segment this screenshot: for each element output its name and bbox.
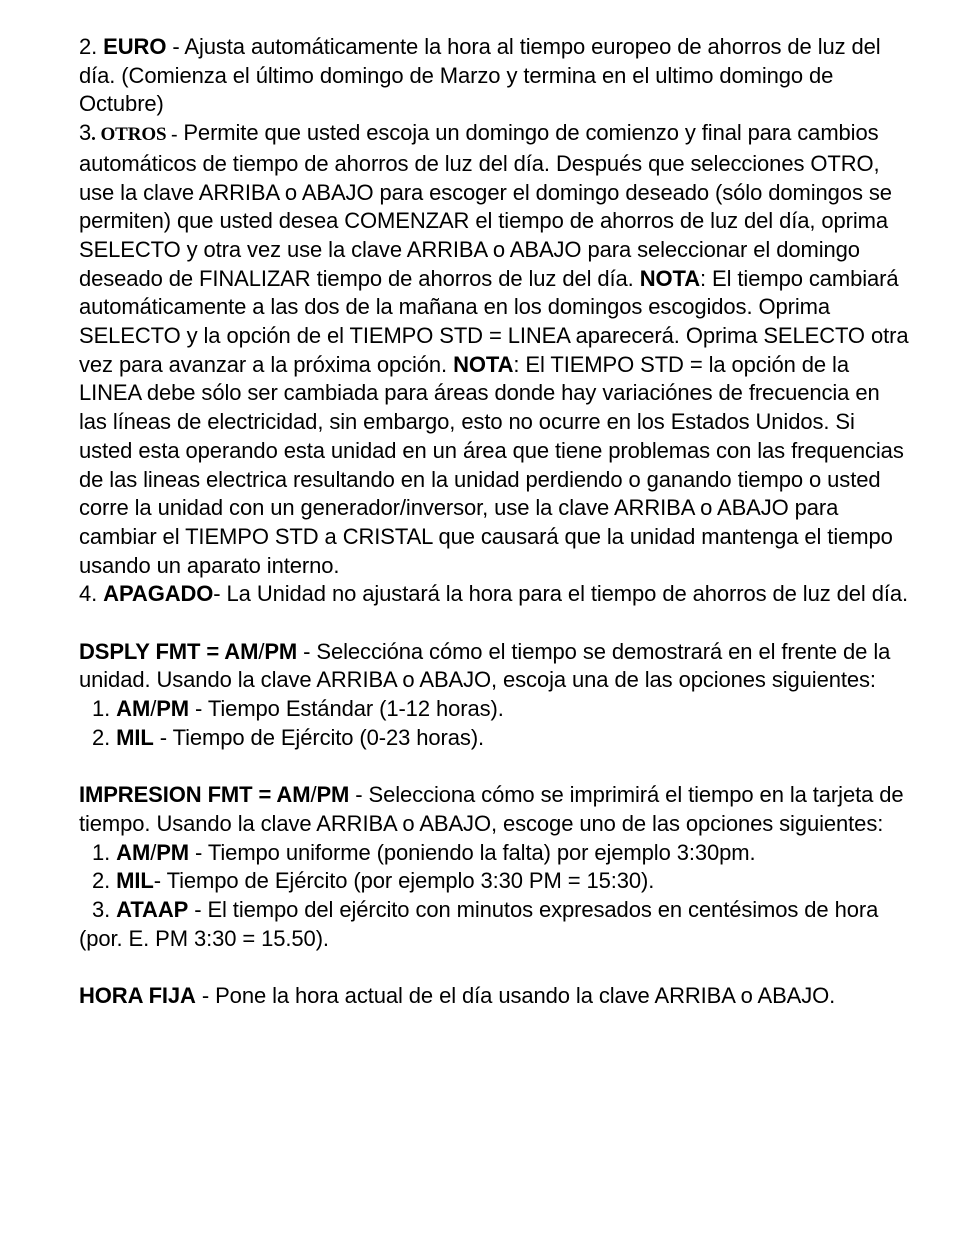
dsply-item-1-number: 1. bbox=[92, 696, 117, 722]
impresion-item-1-text: - Tiempo uniforme (poniendo la falta) por ejemplo 3:30pm. bbox=[189, 839, 756, 865]
impresion-item-2 bbox=[79, 867, 909, 896]
otros-text-1: Permite que usted escoja un domingo de comienzo y final para cambios automáticos de tiempo de ahorros de luz del día. Después que selecciones OTRO, use la clave ARRIBA o ABAJO para escoger el domingo deseado (sólo domingos se permiten) que usted desea COMENZAR el tiempo de ahorros de luz del día, oprima SELECTO y otra vez use la clave ARRIBA o ABAJO para seleccionar el domingo deseado de FINALIZAR tiempo de ahorros de luz del día. bbox=[79, 120, 892, 291]
dsply-term: DSPLY FMT = AM bbox=[79, 638, 259, 664]
dsply-item-1-slash: / bbox=[150, 696, 157, 722]
otros-nota-1-label: NOTA bbox=[639, 265, 701, 291]
euro-option bbox=[79, 33, 909, 119]
dsply-item-2 bbox=[79, 724, 909, 753]
impresion-item-2-term: MIL bbox=[116, 868, 154, 894]
euro-text: - Ajusta automáticamente la hora al tiempo europeo de ahorros de luz del día. (Comienza el último domingo de Marzo y termina en el ultimo domingo de Octubre) bbox=[79, 34, 881, 117]
dsply-item-2-term: MIL bbox=[116, 724, 154, 750]
dsply-item-2-text: - Tiempo de Ejército (0-23 horas). bbox=[153, 724, 485, 750]
manual-page bbox=[79, 33, 909, 1011]
spacer bbox=[79, 953, 909, 982]
otros-option bbox=[79, 119, 909, 580]
dsply-item-1-text: - Tiempo Estándar (1-12 horas). bbox=[189, 696, 504, 722]
spacer bbox=[79, 753, 909, 782]
apagado-text: - La Unidad no ajustará la hora para el tiempo de ahorros de luz del día. bbox=[213, 581, 908, 607]
impresion-item-3-text: - El tiempo del ejército con minutos expresados en centésimos de hora (por. E. PM 3:30 = 15.50). bbox=[79, 897, 879, 951]
impresion-term-2: PM bbox=[316, 782, 350, 808]
impresion-slash: / bbox=[310, 782, 317, 808]
otros-text-2: : El tiempo cambiará automáticamente a las dos de la mañana en los domingos escogidos. Oprima SELECTO y la opción de el TIEMPO STD = LINEA aparecerá. Oprima SELECTO otra vez para avanzar a la próxima opción. bbox=[79, 265, 909, 377]
dsply-slash: / bbox=[258, 638, 265, 664]
otros-nota-2-label: NOTA bbox=[453, 351, 514, 377]
impresion-item-2-number: 2. bbox=[92, 868, 117, 894]
impresion-item-1-number: 1. bbox=[92, 839, 117, 865]
dsply-item-1-term: AM bbox=[116, 696, 151, 722]
impresion-item-1-term: AM bbox=[116, 839, 151, 865]
otros-term: . OTROS - bbox=[91, 124, 178, 146]
euro-term: EURO bbox=[103, 34, 167, 59]
impresion-item-2-text: - Tiempo de Ejército (por ejemplo 3:30 PM = 15:30). bbox=[153, 868, 655, 894]
dsply-item-1 bbox=[79, 695, 909, 724]
impresion-item-3-term: ATAAP bbox=[116, 897, 189, 923]
hora-fija-term: HORA FIJA bbox=[79, 983, 196, 1009]
euro-number: 2. bbox=[79, 34, 104, 59]
impresion-text: - Selecciona cómo se imprimirá el tiempo en la tarjeta de tiempo. Usando la clave ARRIBA o ABAJO, escoge uno de las opciones siguientes: bbox=[79, 782, 904, 836]
impresion-item-1-slash: / bbox=[150, 839, 157, 865]
apagado-term: APAGADO bbox=[103, 581, 214, 607]
apagado-number: 4. bbox=[79, 581, 104, 607]
impresion-item-3 bbox=[79, 896, 909, 953]
hora-fija-text: - Pone la hora actual de el día usando la clave ARRIBA o ABAJO. bbox=[195, 983, 836, 1009]
otros-number: 3 bbox=[79, 120, 92, 146]
dsply-item-1-term-2: PM bbox=[156, 696, 190, 722]
impresion-item-1 bbox=[79, 839, 909, 868]
impresion-item-1-term-2: PM bbox=[156, 839, 190, 865]
apagado-option bbox=[79, 580, 909, 609]
impresion-section bbox=[79, 781, 909, 838]
hora-fija-section bbox=[79, 982, 909, 1011]
dsply-section bbox=[79, 638, 909, 695]
impresion-item-3-number: 3. bbox=[92, 897, 117, 923]
impresion-term: IMPRESION FMT = AM bbox=[79, 782, 311, 808]
otros-text-3: : El TIEMPO STD = la opción de la LINEA debe sólo ser cambiada para áreas donde hay variaciónes de frecuencia en las líneas de electricidad, sin embargo, esto no ocurre en los Estados Unidos. Si usted esta operando esta unidad en un área que tiene problemas con las frequencias de las lineas electrica resultando en la unidad perdiendo o ganando tiempo o usted corre la unidad con un generador/inversor, use la clave ARRIBA o ABAJO para cambiar el TIEMPO STD a CRISTAL que causará que la unidad mantenga el tiempo usando un aparato interno. bbox=[79, 351, 904, 578]
dsply-term-2: PM bbox=[264, 638, 298, 664]
dsply-item-2-number: 2. bbox=[92, 724, 117, 750]
dsply-text: - Selecciónа cómo el tiempo se demostrará en el frente de la unidad. Usando la clave ARRIBA o ABAJO, escoja una de las opciones siguientes: bbox=[79, 638, 891, 693]
spacer bbox=[79, 609, 909, 638]
